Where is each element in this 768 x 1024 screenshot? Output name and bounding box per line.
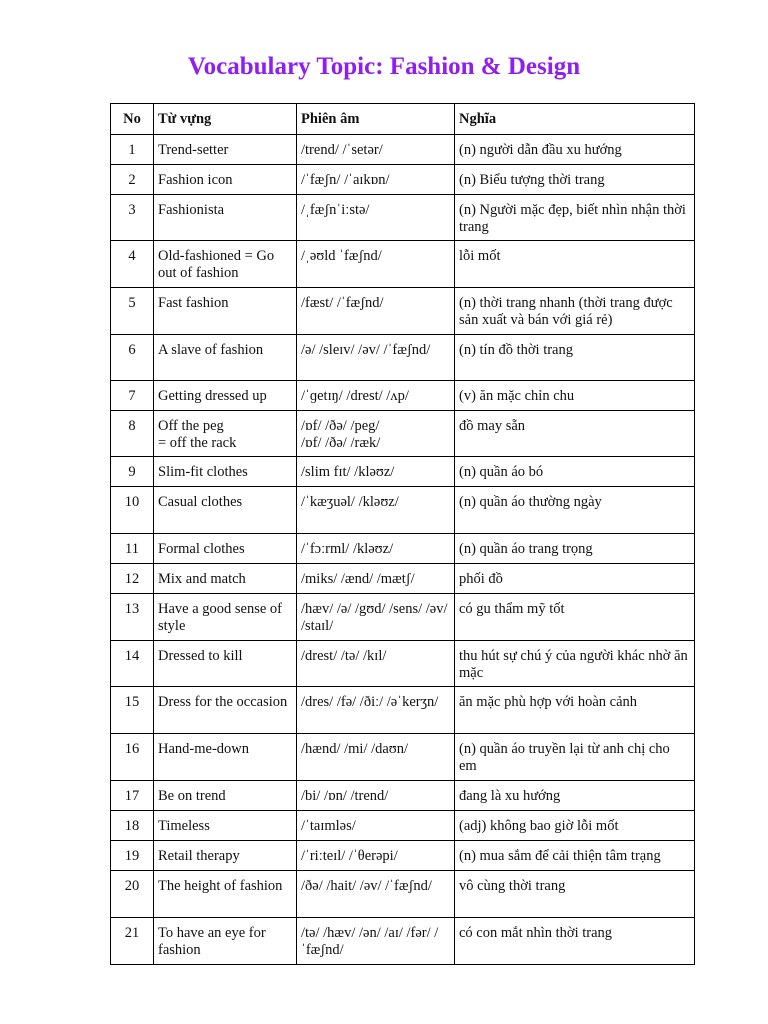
cell-ipa: /ˈɡetɪŋ/ /drest/ /ʌp/ [297, 381, 455, 411]
table-row [111, 288, 695, 335]
cell-meaning: (n) mua sắm để cải thiện tâm trạng [455, 841, 695, 871]
cell-no: 4 [111, 241, 154, 288]
cell-word: Old-fashioned = Go out of fashion [154, 241, 297, 288]
table-row [111, 841, 695, 871]
table-row [111, 487, 695, 534]
cell-no: 14 [111, 641, 154, 687]
table-row [111, 811, 695, 841]
cell-ipa: /hæv/ /ə/ /gʊd/ /sens/ /əv/ /staɪl/ [297, 594, 455, 641]
cell-word: Slim-fit clothes [154, 457, 297, 487]
table-row [111, 335, 695, 381]
table-row [111, 734, 695, 781]
cell-no: 17 [111, 781, 154, 811]
cell-word: Fashion icon [154, 165, 297, 195]
cell-no: 11 [111, 534, 154, 564]
document-title: Vocabulary Topic: Fashion & Design [187, 53, 581, 80]
cell-ipa: /fæst/ /ˈfæʃnd/ [297, 288, 455, 335]
cell-no: 3 [111, 195, 154, 241]
cell-meaning: lỗi mốt [455, 241, 695, 288]
table-row [111, 641, 695, 687]
cell-no: 18 [111, 811, 154, 841]
cell-ipa: /ɒf/ /ðə/ /peg/ /ɒf/ /ðə/ /ræk/ [297, 411, 455, 457]
cell-no: 1 [111, 135, 154, 165]
table-row [111, 411, 695, 457]
cell-meaning: (n) Người mặc đẹp, biết nhìn nhận thời trang [455, 195, 695, 241]
table-row [111, 594, 695, 641]
cell-meaning: (n) Biểu tượng thời trang [455, 165, 695, 195]
table-row [111, 918, 695, 965]
cell-ipa: /miks/ /ænd/ /mætʃ/ [297, 564, 455, 594]
cell-meaning: thu hút sự chú ý của người khác nhờ ăn mặc [455, 641, 695, 687]
cell-word: Hand-me-down [154, 734, 297, 781]
cell-ipa: /ðə/ /hait/ /əv/ /ˈfæʃnd/ [297, 871, 455, 918]
cell-word: Mix and match [154, 564, 297, 594]
cell-word: Retail therapy [154, 841, 297, 871]
cell-no: 5 [111, 288, 154, 335]
cell-meaning: (adj) không bao giờ lỗi mốt [455, 811, 695, 841]
cell-no: 20 [111, 871, 154, 918]
cell-meaning: (n) tín đồ thời trang [455, 335, 695, 381]
cell-word: Fast fashion [154, 288, 297, 335]
table-row [111, 781, 695, 811]
table-row [111, 534, 695, 564]
cell-no: 2 [111, 165, 154, 195]
header-no: No [111, 104, 154, 135]
cell-ipa: /ˈkæʒuəl/ /kləʊz/ [297, 487, 455, 534]
cell-word: Dress for the occasion [154, 687, 297, 734]
vocabulary-table [110, 103, 695, 965]
cell-ipa: /ˈfæʃn/ /ˈaɪkɒn/ [297, 165, 455, 195]
cell-meaning: vô cùng thời trang [455, 871, 695, 918]
table-row [111, 195, 695, 241]
cell-no: 6 [111, 335, 154, 381]
cell-no: 21 [111, 918, 154, 965]
cell-meaning: (n) người dẫn đầu xu hướng [455, 135, 695, 165]
table-row [111, 381, 695, 411]
cell-no: 12 [111, 564, 154, 594]
cell-ipa: /dres/ /fə/ /ðiː/ /əˈkerʒn/ [297, 687, 455, 734]
table-row [111, 871, 695, 918]
cell-word: Trend-setter [154, 135, 297, 165]
table-body [111, 135, 695, 965]
cell-ipa: /ˈriːteɪl/ /ˈθerəpi/ [297, 841, 455, 871]
cell-ipa: /slim fɪt/ /kləʊz/ [297, 457, 455, 487]
cell-meaning: có con mắt nhìn thời trang [455, 918, 695, 965]
cell-no: 8 [111, 411, 154, 457]
cell-meaning: có gu thẩm mỹ tốt [455, 594, 695, 641]
cell-ipa: /ə/ /sleɪv/ /əv/ /ˈfæʃnd/ [297, 335, 455, 381]
header-meaning: Nghĩa [455, 104, 695, 135]
cell-meaning: (n) thời trang nhanh (thời trang được sản xuất và bán với giá rẻ) [455, 288, 695, 335]
cell-no: 7 [111, 381, 154, 411]
table-row [111, 564, 695, 594]
cell-word: Timeless [154, 811, 297, 841]
cell-no: 13 [111, 594, 154, 641]
cell-ipa: /hænd/ /mi/ /daʊn/ [297, 734, 455, 781]
cell-ipa: /ˌfæʃnˈiːstə/ [297, 195, 455, 241]
cell-word: A slave of fashion [154, 335, 297, 381]
cell-no: 15 [111, 687, 154, 734]
cell-word: Off the peg = off the rack [154, 411, 297, 457]
cell-no: 10 [111, 487, 154, 534]
table-row [111, 457, 695, 487]
cell-word: Formal clothes [154, 534, 297, 564]
cell-word: Fashionista [154, 195, 297, 241]
cell-ipa: /drest/ /tə/ /kɪl/ [297, 641, 455, 687]
cell-ipa: /ˈfɔːrml/ /kləʊz/ [297, 534, 455, 564]
header-word: Từ vựng [154, 104, 297, 135]
table-row [111, 165, 695, 195]
cell-meaning: (v) ăn mặc chỉn chu [455, 381, 695, 411]
cell-ipa: /bi/ /ɒn/ /trend/ [297, 781, 455, 811]
table-row [111, 687, 695, 734]
cell-word: Be on trend [154, 781, 297, 811]
cell-word: Casual clothes [154, 487, 297, 534]
table-header-row [111, 104, 695, 135]
cell-meaning: (n) quần áo bó [455, 457, 695, 487]
cell-meaning: ăn mặc phù hợp với hoàn cảnh [455, 687, 695, 734]
cell-word: Getting dressed up [154, 381, 297, 411]
cell-word: The height of fashion [154, 871, 297, 918]
cell-meaning: đang là xu hướng [455, 781, 695, 811]
cell-no: 9 [111, 457, 154, 487]
table-row [111, 135, 695, 165]
cell-meaning: (n) quần áo trang trọng [455, 534, 695, 564]
cell-word: Have a good sense of style [154, 594, 297, 641]
cell-meaning: (n) quần áo thường ngày [455, 487, 695, 534]
cell-ipa: /ˈtaɪmləs/ [297, 811, 455, 841]
cell-ipa: /trend/ /ˈsetər/ [297, 135, 455, 165]
cell-ipa: /ˌəʊld ˈfæʃnd/ [297, 241, 455, 288]
header-ipa: Phiên âm [297, 104, 455, 135]
cell-meaning: (n) quần áo truyền lại từ anh chị cho em [455, 734, 695, 781]
cell-word: To have an eye for fashion [154, 918, 297, 965]
cell-meaning: đồ may sẵn [455, 411, 695, 457]
cell-word: Dressed to kill [154, 641, 297, 687]
cell-ipa: /tə/ /hæv/ /ən/ /aɪ/ /fər/ /ˈfæʃnd/ [297, 918, 455, 965]
cell-no: 19 [111, 841, 154, 871]
cell-meaning: phối đồ [455, 564, 695, 594]
table-row [111, 241, 695, 288]
cell-no: 16 [111, 734, 154, 781]
